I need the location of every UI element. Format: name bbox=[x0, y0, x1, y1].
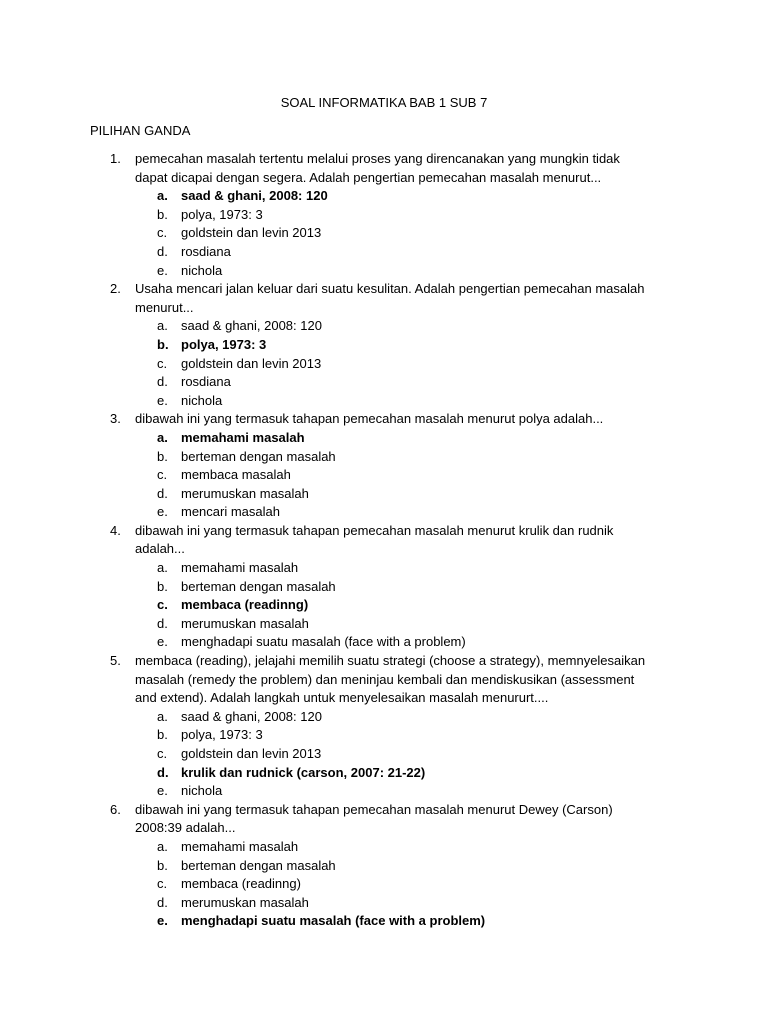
answer-option bbox=[0, 596, 768, 615]
answer-option bbox=[0, 782, 768, 801]
option-text: membaca (readinng) bbox=[181, 597, 309, 613]
answer-option bbox=[0, 615, 768, 634]
option-text: mencari masalah bbox=[181, 504, 280, 520]
option-text: polya, 1973: 3 bbox=[181, 336, 267, 352]
option-letter: b. bbox=[157, 857, 168, 873]
option-text: nichola bbox=[181, 783, 223, 799]
option-text: goldstein dan levin 2013 bbox=[181, 746, 322, 761]
answer-option bbox=[0, 503, 768, 522]
option-text: polya, 1973: 3 bbox=[181, 727, 263, 743]
option-letter: c. bbox=[157, 746, 168, 761]
document-title: SOAL INFORMATIKA BAB 1 SUB 7 bbox=[280, 95, 488, 110]
option-letter: b. bbox=[157, 448, 168, 464]
option-text: rosdiana bbox=[181, 374, 231, 390]
question-number: 5. bbox=[110, 653, 121, 669]
option-letter: b. bbox=[157, 727, 168, 743]
option-text: memahami masalah bbox=[181, 838, 299, 854]
option-letter: b. bbox=[157, 336, 169, 352]
option-letter: c. bbox=[157, 597, 168, 613]
question-text: dibawah ini yang termasuk tahapan pemecahan masalah menurut polya adalah... bbox=[135, 411, 604, 427]
question-list bbox=[0, 150, 768, 931]
option-text: saad & ghani, 2008: 120 bbox=[181, 708, 322, 724]
option-text: merumuskan masalah bbox=[181, 485, 309, 501]
option-text: goldstein dan levin 2013 bbox=[181, 225, 322, 241]
option-letter: e. bbox=[157, 634, 168, 650]
option-letter: b. bbox=[157, 206, 168, 222]
question-text: dibawah ini yang termasuk tahapan pemecahan masalah menurut Dewey (Carson) 2008:39 adalah... bbox=[135, 801, 613, 836]
option-text: berteman dengan masalah bbox=[181, 448, 336, 464]
option-letter: a. bbox=[157, 318, 168, 334]
answer-option bbox=[0, 578, 768, 597]
answer-option bbox=[0, 485, 768, 504]
answer-option bbox=[0, 448, 768, 467]
option-letter: e. bbox=[157, 783, 168, 799]
option-text: rosdiana bbox=[181, 243, 231, 259]
answer-option bbox=[0, 224, 768, 243]
option-letter: e. bbox=[157, 392, 168, 408]
option-letter: d. bbox=[157, 615, 168, 631]
question-item bbox=[0, 150, 768, 280]
question-number: 3. bbox=[110, 411, 121, 427]
answer-option bbox=[0, 708, 768, 727]
question-item bbox=[0, 801, 768, 931]
answer-option bbox=[0, 336, 768, 355]
answer-option bbox=[0, 857, 768, 876]
option-letter: a. bbox=[157, 429, 168, 445]
question-item bbox=[0, 652, 768, 801]
option-letter: c. bbox=[157, 355, 168, 371]
answer-option bbox=[0, 633, 768, 652]
question-number: 6. bbox=[110, 801, 121, 817]
option-text: saad & ghani, 2008: 120 bbox=[181, 318, 322, 334]
option-text: memahami masalah bbox=[181, 560, 299, 576]
option-letter: d. bbox=[157, 894, 168, 910]
option-letter: e. bbox=[157, 262, 168, 278]
option-letter: d. bbox=[157, 485, 168, 501]
option-letter: b. bbox=[157, 578, 168, 594]
answer-option bbox=[0, 912, 768, 931]
option-letter: a. bbox=[157, 188, 168, 204]
answer-option bbox=[0, 764, 768, 783]
option-letter: e. bbox=[157, 504, 168, 520]
option-text: merumuskan masalah bbox=[181, 615, 309, 631]
option-text: memahami masalah bbox=[181, 429, 305, 445]
answer-option bbox=[0, 745, 768, 764]
question-text: dibawah ini yang termasuk tahapan pemecahan masalah menurut krulik dan rudnik adalah... bbox=[135, 522, 614, 557]
option-text: polya, 1973: 3 bbox=[181, 206, 263, 222]
option-letter: d. bbox=[157, 243, 168, 259]
answer-option bbox=[0, 429, 768, 448]
option-text: nichola bbox=[181, 392, 223, 408]
question-text: membaca (reading), jelajahi memilih suatu strategi (choose a strategy), memnyelesaikan masalah (remedy the problem) dan meninjau kembali dan mendiskusikan (assessment and extend). Adalah langkah untuk menyelesaikan masalah menururt.... bbox=[135, 653, 646, 706]
answer-option bbox=[0, 466, 768, 485]
question-item bbox=[0, 280, 768, 410]
answer-option bbox=[0, 726, 768, 745]
option-letter: c. bbox=[157, 225, 168, 241]
answer-option bbox=[0, 355, 768, 374]
question-item bbox=[0, 410, 768, 522]
option-letter: d. bbox=[157, 374, 168, 390]
answer-option bbox=[0, 875, 768, 894]
option-text: menghadapi suatu masalah (face with a problem) bbox=[181, 634, 466, 650]
question-number: 4. bbox=[110, 522, 121, 538]
answer-option bbox=[0, 894, 768, 913]
option-letter: a. bbox=[157, 838, 168, 854]
answer-option bbox=[0, 243, 768, 262]
question-text: Usaha mencari jalan keluar dari suatu kesulitan. Adalah pengertian pemecahan masalah menurut... bbox=[135, 281, 645, 315]
option-text: membaca (readinng) bbox=[181, 876, 301, 892]
option-text: menghadapi suatu masalah (face with a problem) bbox=[181, 913, 486, 929]
answer-option bbox=[0, 392, 768, 411]
question-text: pemecahan masalah tertentu melalui proses yang direncanakan yang mungkin tidak dapat dicapai dengan segera. Adalah pengertian pemecahan masalah menurut... bbox=[135, 151, 620, 185]
option-text: krulik dan rudnick (carson, 2007: 21-22) bbox=[181, 764, 426, 780]
option-text: merumuskan masalah bbox=[181, 894, 309, 910]
answer-option bbox=[0, 838, 768, 857]
answer-option bbox=[0, 187, 768, 206]
section-heading: PILIHAN GANDA bbox=[90, 123, 191, 138]
option-letter: c. bbox=[157, 467, 168, 483]
option-letter: e. bbox=[157, 913, 168, 929]
option-text: goldstein dan levin 2013 bbox=[181, 355, 322, 371]
answer-option bbox=[0, 317, 768, 336]
option-letter: a. bbox=[157, 708, 168, 724]
option-letter: a. bbox=[157, 560, 168, 576]
option-letter: d. bbox=[157, 764, 169, 780]
question-number: 1. bbox=[110, 151, 121, 166]
option-text: berteman dengan masalah bbox=[181, 857, 336, 873]
option-text: saad & ghani, 2008: 120 bbox=[181, 188, 328, 204]
option-text: nichola bbox=[181, 262, 223, 278]
answer-option bbox=[0, 262, 768, 281]
option-letter: c. bbox=[157, 876, 168, 892]
question-item bbox=[0, 522, 768, 652]
answer-option bbox=[0, 559, 768, 578]
answer-option bbox=[0, 373, 768, 392]
answer-option bbox=[0, 206, 768, 225]
question-number: 2. bbox=[110, 281, 121, 297]
option-text: berteman dengan masalah bbox=[181, 578, 336, 594]
option-text: membaca masalah bbox=[181, 467, 291, 483]
